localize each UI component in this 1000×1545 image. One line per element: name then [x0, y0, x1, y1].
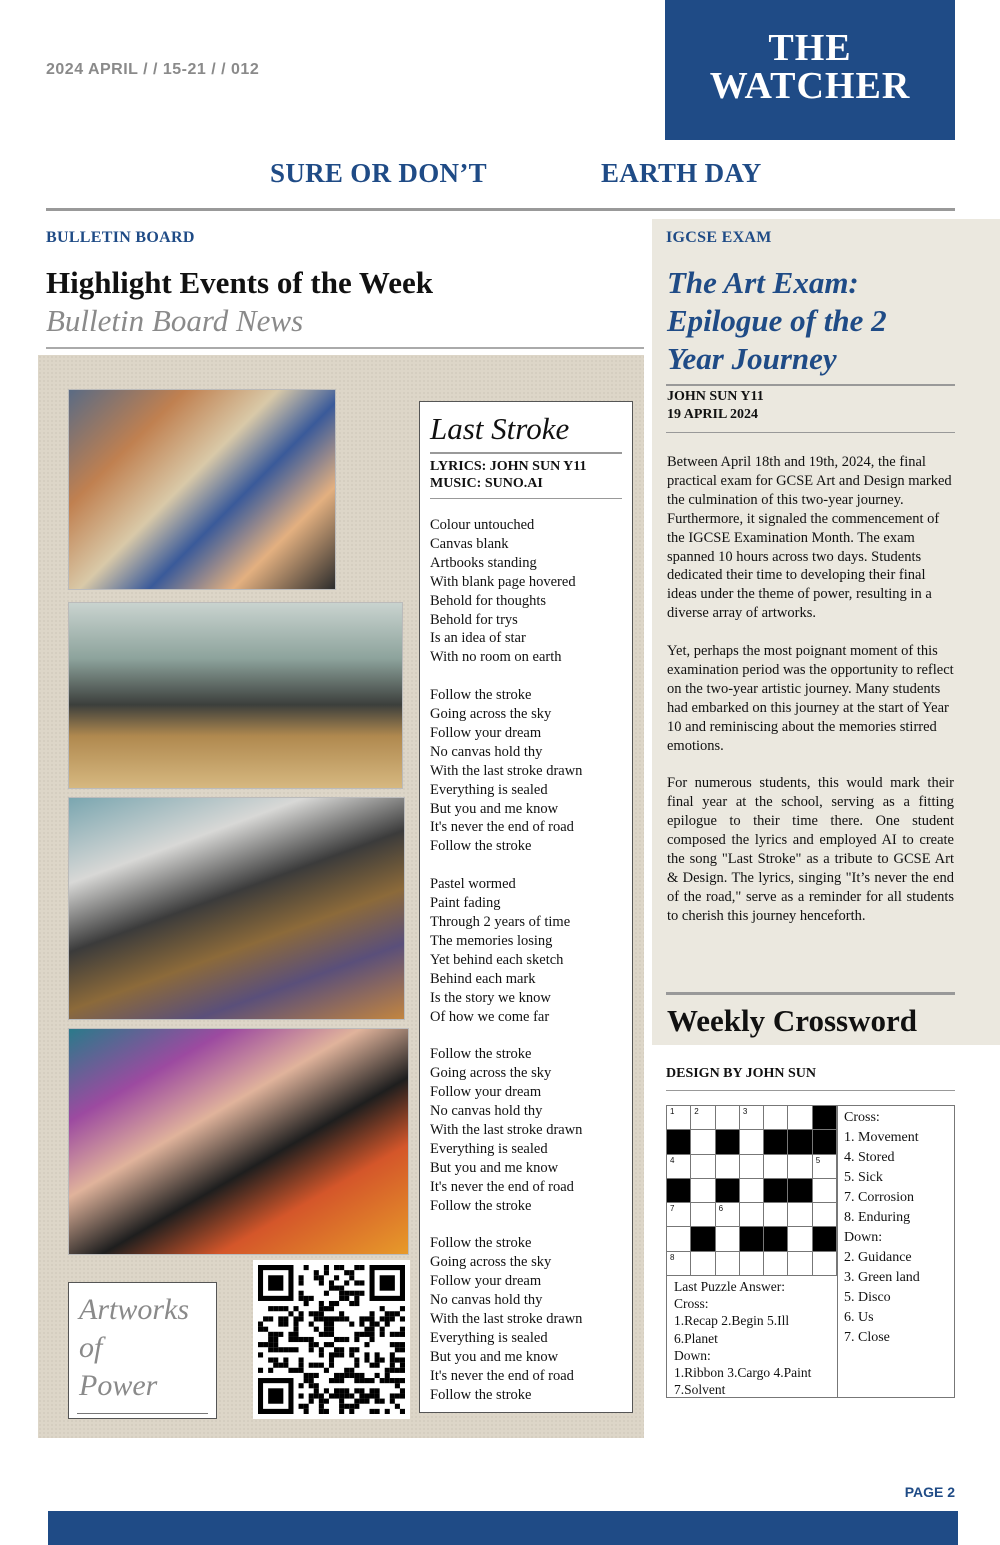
lyric-line: Behold for thoughts [430, 592, 546, 609]
crossword-grid [667, 1106, 837, 1276]
lyric-stanza [430, 516, 622, 667]
crossword-cell[interactable] [691, 1130, 715, 1154]
topic-earth-day[interactable]: EARTH DAY [601, 158, 762, 188]
crossword-cell[interactable] [788, 1227, 812, 1251]
lyric-line: Everything is sealed [430, 1140, 548, 1157]
lyric-line: Follow your dream [430, 1273, 542, 1290]
credit-music: MUSIC: SUNO.AI [430, 476, 543, 491]
lyric-line: No canvas hold thy [430, 1292, 543, 1309]
lyric-line: Going across the sky [430, 706, 552, 723]
dateline: 2024 APRIL / / 15-21 / / 012 [46, 61, 260, 78]
crossword-clue: 5. Sick [844, 1170, 883, 1185]
lyric-line: Of how we come far [430, 1008, 550, 1025]
crossword-block [788, 1130, 812, 1154]
crossword-block [667, 1130, 691, 1154]
answer-line: Last Puzzle Answer: [674, 1279, 785, 1294]
lyric-line: Follow the stroke [430, 687, 532, 704]
byline [667, 388, 764, 424]
photo-exam-room [68, 602, 403, 789]
footer-bar [48, 1511, 958, 1545]
crossword-cell[interactable] [740, 1179, 764, 1203]
crossword-clue: 2. Guidance [844, 1250, 912, 1265]
crossword-cell[interactable] [716, 1252, 740, 1276]
answer-line: 1.Recap 2.Begin 5.Ill [674, 1313, 790, 1329]
crossword-cell[interactable] [788, 1203, 812, 1227]
crossword-designer: DESIGN BY JOHN SUN [666, 1066, 817, 1081]
crossword-cell[interactable] [813, 1179, 837, 1203]
crossword-divider [666, 992, 955, 995]
crossword-cell-number: 8 [670, 1252, 675, 1262]
lyric-line: Is the story we know [430, 989, 551, 1006]
crossword-block [691, 1227, 715, 1251]
crossword-clue: 3. Green land [844, 1270, 920, 1285]
lyric-line: Going across the sky [430, 1065, 552, 1082]
crossword-cell-number: 2 [694, 1107, 699, 1116]
lyric-line: But you and me know [430, 800, 559, 817]
exam-title-line: Year Journey [667, 341, 837, 376]
exam-article-body [667, 453, 954, 945]
lyric-line: Follow the stroke [430, 1197, 532, 1214]
lyric-line: It's never the end of road [430, 1178, 574, 1195]
crossword-block [813, 1106, 837, 1130]
headline-divider [46, 347, 644, 349]
lyric-line: With no room on earth [430, 649, 562, 666]
lyric-line: Everything is sealed [430, 1329, 548, 1346]
crossword-cell[interactable] [764, 1106, 788, 1130]
crossword-cell[interactable] [691, 1155, 715, 1179]
author: JOHN SUN Y11 [667, 389, 764, 404]
lyric-line: Behind each mark [430, 970, 536, 987]
crossword-cell-number: 7 [670, 1204, 675, 1214]
crossword-cell[interactable] [813, 1203, 837, 1227]
artworks-title-line: Power [79, 1369, 158, 1402]
crossword-cell-number: 4 [670, 1155, 675, 1165]
credit-lyrics: LYRICS: JOHN SUN Y11 [430, 459, 587, 474]
crossword-cell[interactable] [667, 1155, 691, 1179]
lyric-stanza [430, 686, 622, 856]
crossword-title: Weekly Crossword [667, 1003, 918, 1038]
qr-code-icon [258, 1265, 405, 1414]
section-label-exam: IGCSE EXAM [666, 229, 772, 246]
answer-line: 7.Solvent [674, 1382, 726, 1398]
lyric-line: But you and me know [430, 1159, 559, 1176]
header-divider [46, 208, 955, 211]
crossword-cell[interactable] [740, 1203, 764, 1227]
crossword-clue: Down: [844, 1230, 883, 1245]
lyric-stanza [430, 875, 622, 1026]
crossword-cell-number: 3 [742, 1107, 748, 1116]
lyric-line: The memories losing [430, 932, 553, 949]
crossword-block [716, 1179, 740, 1203]
crossword-cell[interactable] [764, 1252, 788, 1276]
lyric-line: It's never the end of road [430, 1367, 574, 1384]
answer-line: Down: [674, 1347, 711, 1363]
exam-title-line: The Art Exam: [667, 265, 859, 300]
lyric-line: Follow your dream [430, 724, 542, 741]
lyric-line: Colour untouched [430, 517, 535, 533]
crossword-block [764, 1130, 788, 1154]
lyrics [430, 499, 622, 1405]
answer-line: 1.Ribbon 3.Cargo 4.Paint [674, 1365, 812, 1381]
crossword-designer-divider [666, 1090, 955, 1091]
crossword-block [667, 1179, 691, 1203]
article-paragraph: Yet, perhaps the most poignant moment of this examination period was the opportunity to reflect on the two-year artistic journey. Many students had embarked on this journey at the start of Year 10 and reminiscing about the memories stirred emotions. [667, 643, 954, 754]
article-paragraph: For numerous students, this would mark their final year at the school, serving as a fitting epilogue to their time there. One student composed the lyrics and employed AI to create the song "Last Stroke" as a tribute to GCSE Art & Design. The lyrics, singing "It’s never the end of the road," serve as a reminder for all students to cherish this journey henceforth. [667, 775, 954, 924]
crossword-cell[interactable] [667, 1252, 691, 1276]
byline-top-divider [666, 384, 955, 386]
lyric-line: Artbooks standing [430, 554, 537, 571]
crossword-cell-number: 5 [815, 1155, 821, 1165]
last-puzzle-answer [667, 1276, 837, 1398]
headline: Highlight Events of the Week [46, 265, 433, 300]
lyric-line: No canvas hold thy [430, 743, 543, 760]
crossword-clues [837, 1106, 955, 1397]
byline-bottom-divider [666, 432, 955, 433]
lyric-line: But you and me know [430, 1348, 559, 1365]
crossword-cell[interactable] [788, 1155, 812, 1179]
crossword-cell[interactable] [691, 1179, 715, 1203]
article-paragraph: Between April 18th and 19th, 2024, the final practical exam for GCSE Art and Design marked the culmination of this two-year journey. Furthermore, it signaled the commencement of the IGCSE Examination Month. The exam spanned 10 hours across two days. Students dedicated their time to developing their final ideas under the theme of power, resulting in a diverse array of artworks. [667, 454, 952, 622]
artworks-of-power-card [68, 1282, 217, 1419]
crossword-block [764, 1227, 788, 1251]
lyrics-box [419, 401, 633, 1413]
qr-code[interactable] [253, 1260, 410, 1419]
lyric-line: Pastel wormed [430, 876, 516, 893]
crossword-clue: 4. Stored [844, 1150, 895, 1165]
masthead-line2: WATCHER [709, 65, 911, 107]
crossword-cell[interactable] [716, 1106, 740, 1130]
artworks-title-line: of [79, 1331, 103, 1364]
topic-sure-or-dont[interactable]: SURE OR DON’T [270, 158, 487, 188]
crossword-block [813, 1130, 837, 1154]
page-number: PAGE 2 [904, 1484, 955, 1500]
lyric-line: Behold for trys [430, 611, 518, 628]
crossword-block [764, 1179, 788, 1203]
article-date: 19 APRIL 2024 [667, 407, 759, 422]
crossword-cell-number: 1 [670, 1107, 675, 1116]
crossword-cell[interactable] [813, 1252, 837, 1276]
crossword-cell[interactable] [716, 1155, 740, 1179]
answer-line: Cross: [674, 1296, 709, 1312]
crossword-cell[interactable] [667, 1106, 691, 1130]
crossword-cell[interactable] [691, 1203, 715, 1227]
crossword-cell[interactable] [740, 1130, 764, 1154]
lyric-line: Canvas blank [430, 535, 509, 552]
lyric-line: With the last stroke drawn [430, 1121, 583, 1138]
crossword-cell[interactable] [667, 1227, 691, 1251]
crossword-clue: 7. Corrosion [844, 1190, 914, 1205]
lyric-line: Yet behind each sketch [430, 951, 564, 968]
lyric-stanza [430, 1045, 622, 1215]
crossword-cell[interactable] [764, 1203, 788, 1227]
crossword-cell-number: 6 [718, 1204, 724, 1214]
lyric-line: With the last stroke drawn [430, 762, 583, 779]
crossword-cell[interactable] [764, 1155, 788, 1179]
lyric-stanza [430, 1234, 622, 1404]
section-label-bulletin: BULLETIN BOARD [46, 229, 195, 246]
crossword-cell[interactable] [716, 1227, 740, 1251]
crossword-block [716, 1130, 740, 1154]
photo-artworks-table [68, 797, 405, 1020]
crossword-clue: 1. Movement [844, 1130, 919, 1145]
crossword-block [813, 1227, 837, 1251]
masthead-line1: THE [768, 27, 852, 69]
lyric-line: Paint fading [430, 895, 501, 912]
lyric-line: Follow your dream [430, 1084, 542, 1101]
crossword-cell[interactable] [788, 1106, 812, 1130]
song-title: Last Stroke [430, 411, 570, 446]
crossword-cell[interactable] [691, 1252, 715, 1276]
lyric-line: Follow the stroke [430, 1386, 532, 1403]
lyric-line: Through 2 years of time [430, 914, 571, 930]
answer-line: 6.Planet [674, 1330, 718, 1346]
lyric-line: No canvas hold thy [430, 1103, 543, 1120]
artworks-underline [77, 1413, 208, 1414]
crossword-block [788, 1179, 812, 1203]
lyric-line: Is an idea of star [430, 630, 526, 647]
crossword-clue: Cross: [844, 1110, 880, 1125]
exam-article-title [667, 264, 957, 378]
lyric-line: It's never the end of road [430, 819, 574, 836]
subhead: Bulletin Board News [46, 303, 304, 338]
crossword-cell[interactable] [740, 1252, 764, 1276]
crossword [666, 1105, 955, 1398]
crossword-cell[interactable] [740, 1106, 764, 1130]
lyric-line: Follow the stroke [430, 1046, 532, 1063]
photo-student-group [68, 389, 336, 590]
lyric-line: Follow the stroke [430, 1235, 532, 1252]
lyric-line: With the last stroke drawn [430, 1311, 583, 1327]
crossword-cell[interactable] [691, 1106, 715, 1130]
artworks-title-line: Artworks [79, 1293, 190, 1326]
crossword-clue: 6. Us [844, 1310, 874, 1325]
crossword-cell[interactable] [813, 1155, 837, 1179]
exam-title-line: Epilogue of the 2 [667, 303, 887, 338]
crossword-cell[interactable] [716, 1203, 740, 1227]
masthead [665, 0, 955, 140]
crossword-clue: 8. Enduring [844, 1210, 911, 1225]
artworks-title [79, 1291, 208, 1405]
photo-paintings [68, 1028, 409, 1255]
lyric-line: Going across the sky [430, 1254, 552, 1271]
crossword-cell[interactable] [788, 1252, 812, 1276]
lyric-line: Follow the stroke [430, 838, 532, 855]
lyric-line: Everything is sealed [430, 781, 548, 798]
crossword-clue: 5. Disco [844, 1290, 891, 1305]
crossword-clue: 7. Close [844, 1330, 890, 1345]
crossword-cell[interactable] [667, 1203, 691, 1227]
crossword-cell[interactable] [740, 1155, 764, 1179]
lyric-line: With blank page hovered [430, 573, 576, 590]
crossword-block [740, 1227, 764, 1251]
